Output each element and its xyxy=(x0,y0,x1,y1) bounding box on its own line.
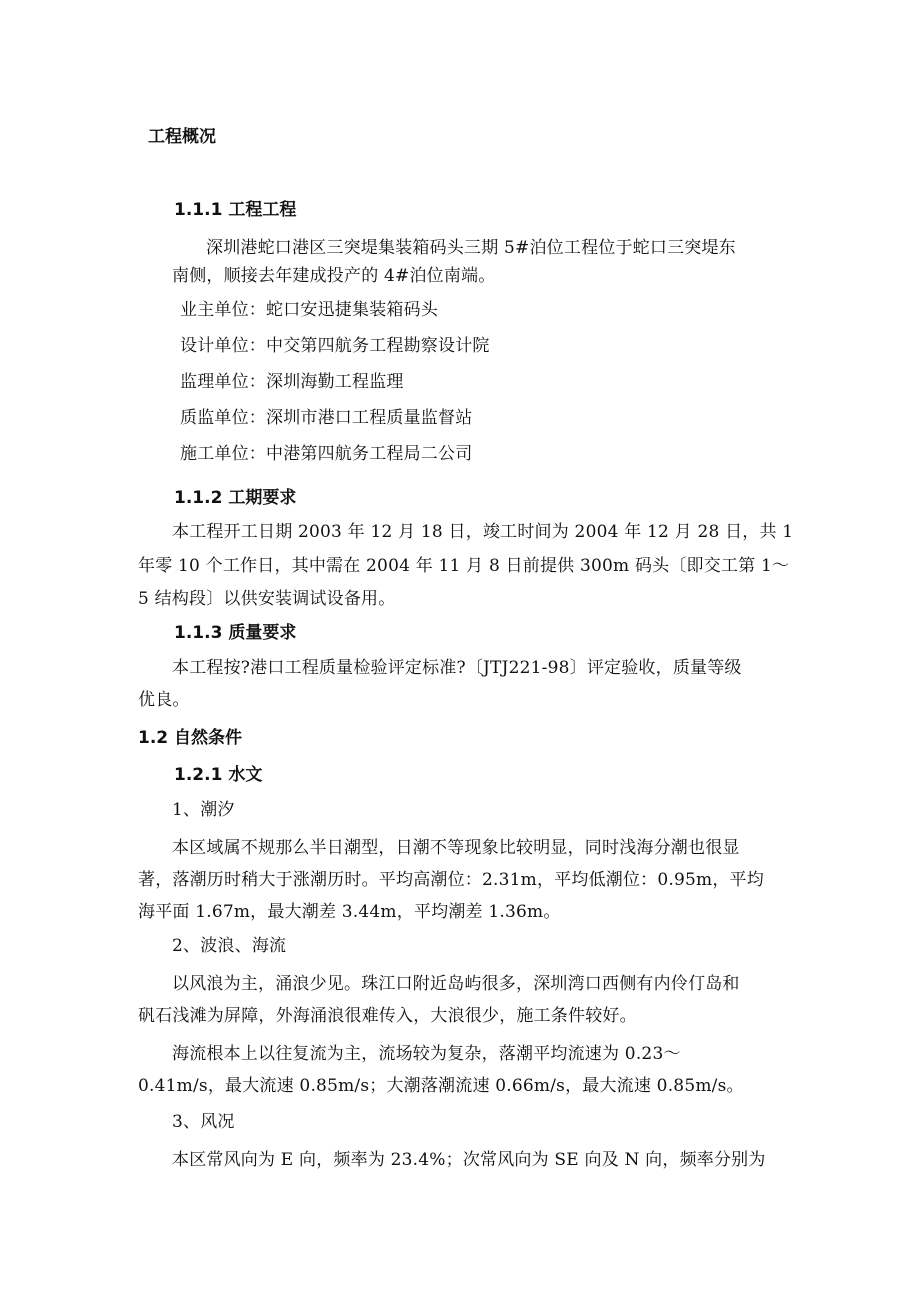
paragraph-line: 南侧，顺接去年建成投产的 4#泊位南端。 xyxy=(172,266,496,286)
design-unit: 设计单位：中交第四航务工程勘察设计院 xyxy=(180,336,490,356)
paragraph-line: 矾石浅滩为屏障，外海涌浪很难传入，大浪很少，施工条件较好。 xyxy=(138,1006,637,1026)
paragraph-line: 优良。 xyxy=(138,690,190,710)
paragraph-line: 本区域属不规那么半日潮型，日潮不等现象比较明显，同时浅海分潮也很显 xyxy=(172,838,740,858)
paragraph-line: 著，落潮历时稍大于涨潮历时。平均高潮位：2.31m，平均低潮位：0.95m，平均 xyxy=(138,870,764,890)
section-heading-1-2: 1.2 自然条件 xyxy=(138,728,243,748)
paragraph-line: 年零 10 个工作日，其中需在 2004 年 11 月 8 日前提供 300m 码头〔即交工第 1～ xyxy=(138,556,790,576)
section-heading-1-2-1: 1.2.1 水文 xyxy=(174,765,263,785)
section-heading-1-1-2: 1.1.2 工期要求 xyxy=(174,488,297,508)
construction-unit: 施工单位：中港第四航务工程局二公司 xyxy=(180,444,473,464)
paragraph-line: 0.41m/s，最大流速 0.85m/s；大潮落潮流速 0.66m/s，最大流速 0.85m/s。 xyxy=(138,1076,744,1096)
paragraph-line: 本工程按?港口工程质量检验评定标准?〔JTJ221-98〕评定验收，质量等级 xyxy=(172,658,742,678)
section-heading-1-1-1: 1.1.1 工程工程 xyxy=(174,200,297,220)
paragraph-line: 5 结构段〕以供安装调试设备用。 xyxy=(138,589,396,609)
paragraph-line: 海流根本上以往复流为主，流场较为复杂，落潮平均流速为 0.23～ xyxy=(172,1044,681,1064)
subsection-title-tide: 1、潮汐 xyxy=(172,800,235,820)
owner-unit: 业主单位：蛇口安迅捷集装箱码头 xyxy=(180,300,438,320)
quality-supervision-unit: 质监单位：深圳市港口工程质量监督站 xyxy=(180,408,473,428)
paragraph-line: 深圳港蛇口港区三突堤集装箱码头三期 5#泊位工程位于蛇口三突堤东 xyxy=(206,238,736,258)
document-title: 工程概况 xyxy=(148,127,216,147)
subsection-title-wave: 2、波浪、海流 xyxy=(172,936,287,956)
subsection-title-wind: 3、风况 xyxy=(172,1112,235,1132)
paragraph-line: 本区常风向为 E 向，频率为 23.4%；次常风向为 SE 向及 N 向，频率分别为 xyxy=(172,1150,766,1170)
paragraph-line: 本工程开工日期 2003 年 12 月 18 日，竣工时间为 2004 年 12 月 28 日，共 1 xyxy=(172,522,794,542)
section-heading-1-1-3: 1.1.3 质量要求 xyxy=(174,623,297,643)
supervision-unit: 监理单位：深圳海勤工程监理 xyxy=(180,372,404,392)
paragraph-line: 海平面 1.67m，最大潮差 3.44m，平均潮差 1.36m。 xyxy=(138,902,561,922)
paragraph-line: 以风浪为主，涌浪少见。珠江口附近岛屿很多，深圳湾口西侧有内伶仃岛和 xyxy=(172,974,740,994)
